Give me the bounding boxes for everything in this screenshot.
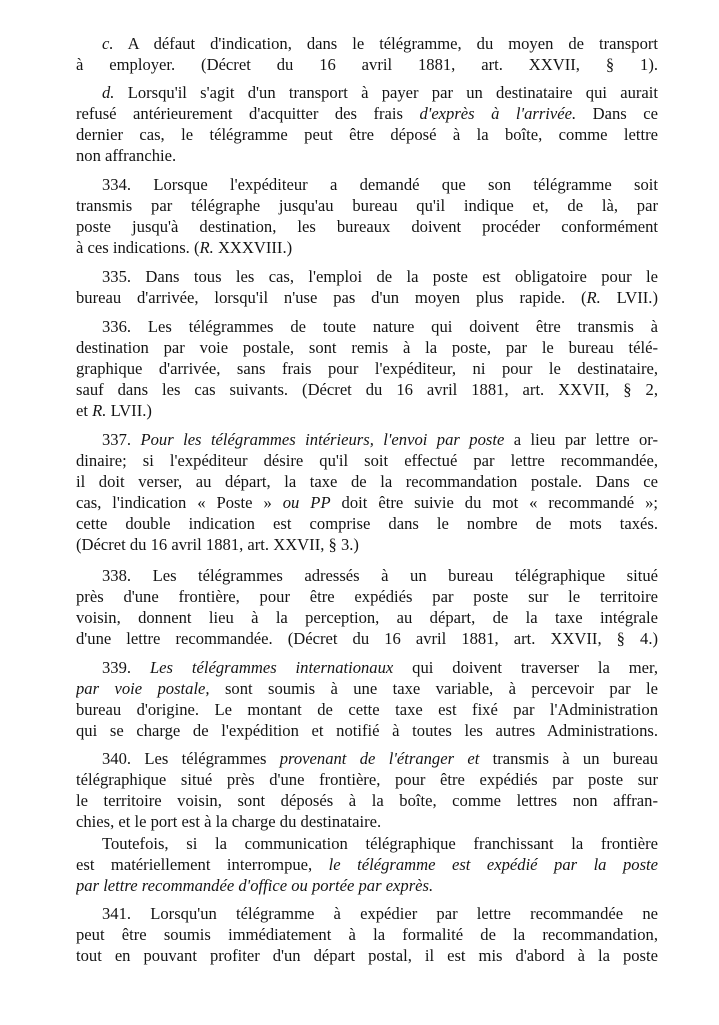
text-run: (Décret du 16 avril 1881, art. XXVII, § 3.)	[76, 535, 359, 554]
text-line	[76, 946, 658, 966]
text-run: refusé antérieurement d'acquitter des frais	[76, 104, 420, 123]
text-line	[102, 658, 658, 678]
text-run: peut être soumis immédiatement à la formalité de la recommandation,	[76, 925, 658, 944]
text-line	[102, 267, 658, 287]
text-run: à employer. (Décret du 16 avril 1881, art. XXVII, § 1).	[76, 55, 658, 74]
text-line	[76, 608, 658, 628]
text-line	[76, 55, 658, 75]
italic-run: R.	[92, 401, 107, 420]
text-run: cas, l'indication « Poste »	[76, 493, 283, 512]
text-run: poste jusqu'à destination, les bureaux doivent procéder conformément	[76, 217, 658, 236]
text-line	[76, 238, 658, 258]
text-run: 339.	[102, 658, 150, 677]
text-run: cette double indication est comprise dans le nombre de mots taxés.	[76, 514, 658, 533]
text-run: qui doivent traverser la mer,	[393, 658, 658, 677]
text-line	[76, 451, 658, 471]
italic-run: par voie postale,	[76, 679, 210, 698]
text-run: voisin, donnent lieu à la perception, au départ, de la taxe intégrale	[76, 608, 658, 627]
text-run: non affranchie.	[76, 146, 177, 165]
text-run: d'une lettre recommandée. (Décret du 16 avril 1881, art. XXVII, § 4.)	[76, 629, 658, 648]
text-run: 334. Lorsque l'expéditeur a demandé que son télégramme soit	[102, 175, 658, 194]
text-line	[76, 104, 658, 124]
text-run: destination par voie postale, sont remis à la poste, par le bureau télé-	[76, 338, 658, 357]
text-run: Lorsqu'il s'agit d'un transport à payer par un destinataire qui aurait	[114, 83, 658, 102]
italic-run: provenant de l'étranger et	[279, 749, 480, 768]
text-line	[102, 34, 658, 54]
text-line	[76, 288, 658, 308]
italic-run: Les télégrammes internationaux	[149, 658, 394, 677]
text-line	[76, 146, 658, 166]
text-line	[102, 749, 658, 769]
text-run: et	[76, 401, 93, 420]
text-line	[76, 359, 658, 379]
text-line	[102, 834, 658, 854]
text-run: il doit verser, au départ, la taxe de la recommandation postale. Dans ce	[76, 472, 658, 491]
text-run: bureau d'origine. Le montant de cette taxe est fixé par l'Administration	[76, 700, 658, 719]
text-run: 338. Les télégrammes adressés à un bureau télégraphique situé	[102, 566, 658, 585]
text-line	[76, 380, 658, 400]
text-line	[76, 217, 658, 237]
text-line	[76, 514, 658, 534]
text-line	[102, 83, 658, 103]
italic-run: Pour les télégrammes intérieurs, l'envoi par poste	[140, 430, 505, 449]
text-run: 337.	[102, 430, 141, 449]
text-line	[76, 401, 658, 421]
text-run: chies, et le port est à la charge du destinataire.	[76, 812, 382, 831]
text-run: XXXVIII.)	[213, 238, 293, 257]
text-line	[76, 791, 658, 811]
italic-run: R.	[586, 288, 601, 307]
text-line	[76, 855, 658, 875]
text-line	[102, 175, 658, 195]
text-run: 340. Les télégrammes	[102, 749, 280, 768]
text-run: est matériellement interrompue,	[76, 855, 329, 874]
text-line	[76, 629, 658, 649]
text-line	[76, 770, 658, 790]
italic-run: d'exprès à l'arrivée.	[419, 104, 577, 123]
text-run: télégraphique situé près d'une frontière, pour être expédiés par poste sur	[76, 770, 658, 789]
italic-run: ou PP	[282, 493, 331, 512]
text-line	[76, 587, 658, 607]
text-run: A défaut d'indication, dans le télégramme, du moyen de transport	[113, 34, 658, 53]
text-line	[76, 925, 658, 945]
text-run: le territoire voisin, sont déposés à la boîte, comme lettres non affran-	[76, 791, 658, 810]
text-run: LVII.)	[106, 401, 152, 420]
text-line	[102, 566, 658, 586]
italic-run: le télégramme est expédié par la poste	[328, 855, 658, 874]
italic-run: c.	[102, 34, 114, 53]
text-run: transmis à un bureau	[479, 749, 658, 768]
text-line	[76, 535, 658, 555]
text-run: transmis par télégraphe jusqu'au bureau qu'il indique et, de là, par	[76, 196, 658, 215]
text-line	[76, 196, 658, 216]
text-run: Toutefois, si la communication télégraphique franchissant la frontière	[102, 834, 658, 853]
text-run: 336. Les télégrammes de toute nature qui doivent être transmis à	[102, 317, 658, 336]
text-run: 335. Dans tous les cas, l'emploi de la poste est obligatoire pour le	[102, 267, 658, 286]
italic-run: par lettre recommandée d'office ou portée par exprès.	[76, 876, 434, 895]
text-line	[76, 700, 658, 720]
text-run: dernier cas, le télégramme peut être déposé à la boîte, comme lettre	[76, 125, 658, 144]
text-run: 341. Lorsqu'un télégramme à expédier par lettre recommandée ne	[102, 904, 658, 923]
text-run: dinaire; si l'expéditeur désire qu'il soit effectué par lettre recommandée,	[76, 451, 658, 470]
text-run: graphique d'arrivée, sans frais pour l'expéditeur, ni pour le destinataire,	[76, 359, 658, 378]
text-run: doit être suivie du mot « recommandé »;	[330, 493, 658, 512]
text-run: bureau d'arrivée, lorsqu'il n'use pas d'un moyen plus rapide. (	[76, 288, 587, 307]
text-run: Dans ce	[576, 104, 658, 123]
text-run: qui se charge de l'expédition et notifié à toutes les autres Administrations.	[76, 721, 658, 740]
text-line	[102, 317, 658, 337]
text-line	[76, 721, 658, 741]
text-line	[76, 493, 658, 513]
text-run: tout en pouvant profiter d'un départ postal, il est mis d'abord à la poste	[76, 946, 658, 965]
text-line	[76, 812, 658, 832]
italic-run: d.	[102, 83, 115, 102]
text-line	[76, 679, 658, 699]
text-run: sauf dans les cas suivants. (Décret du 16 avril 1881, art. XXVII, § 2,	[76, 380, 658, 399]
text-run: a lieu par lettre or-	[504, 430, 658, 449]
text-run: sont soumis à une taxe variable, à percevoir par le	[209, 679, 658, 698]
text-run: près d'une frontière, pour être expédiés par poste sur le territoire	[76, 587, 658, 606]
text-line	[76, 876, 658, 896]
text-run: LVII.)	[600, 288, 658, 307]
text-line	[76, 125, 658, 145]
text-line	[102, 430, 658, 450]
text-line	[76, 472, 658, 492]
text-run: à ces indications. (	[76, 238, 200, 257]
text-line	[102, 904, 658, 924]
italic-run: R.	[199, 238, 214, 257]
text-line	[76, 338, 658, 358]
